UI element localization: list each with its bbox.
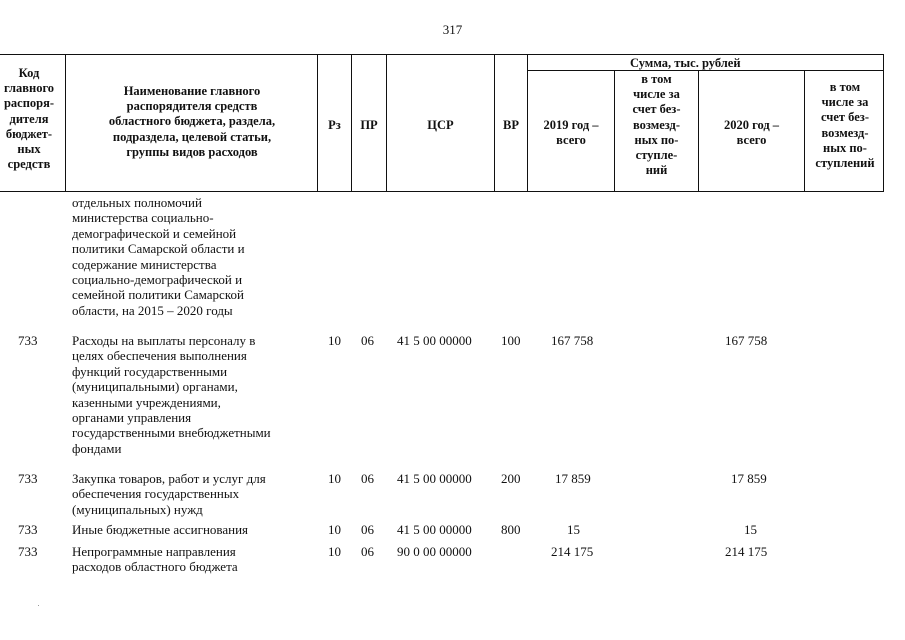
col-header-vr: ВР [503, 118, 519, 132]
row-rz: 10 [328, 544, 341, 559]
row-2019-total: 167 758 [551, 333, 594, 348]
page-number: 317 [442, 22, 463, 37]
col-header-pr: ПР [360, 118, 378, 132]
row-code: 733 [18, 522, 38, 537]
row-name: Иные бюджетные ассигнования [72, 522, 249, 537]
row-pr: 06 [361, 471, 374, 486]
col-header-csr: ЦСР [427, 118, 454, 132]
row-code: 733 [18, 333, 38, 348]
col-header-2019-incl: в том числе за счет без- возмезд- ных по- ступле- ний [632, 72, 681, 178]
col-header-sum: Сумма, тыс. рублей [630, 56, 741, 70]
row-rz: 10 [328, 333, 341, 348]
row-pr: 06 [361, 522, 374, 537]
row-csr: 90 0 00 00000 [397, 544, 472, 559]
row-vr: 800 [501, 522, 521, 537]
row-pr: 06 [361, 333, 374, 348]
row-2020-total: 15 [744, 522, 757, 537]
col-header-2020-total: 2020 год – всего [723, 118, 780, 148]
row-code: 733 [18, 544, 38, 559]
col-header-2019-total: 2019 год – всего [543, 118, 599, 148]
row-pr: 06 [361, 544, 374, 559]
row-name: Расходы на выплаты персоналу в целях обеспечения выполнения функций государственными (муниципальными) органами, казенными учреждениями, органами управления государственными внебюджетными фондами [72, 333, 271, 456]
row-2020-total: 17 859 [731, 471, 767, 486]
continuation-text: отдельных полномочий министерства социально- демографической и семейной политики Самарской области и содержание министерства социально-демографической и семейной политики Самарской области, на 2015 – 2020 годы [72, 195, 245, 318]
scan-speck [38, 605, 39, 606]
row-2019-total: 15 [567, 522, 580, 537]
row-rz: 10 [328, 471, 341, 486]
row-2019-total: 214 175 [551, 544, 594, 559]
row-name: Непрограммные направления расходов областного бюджета [72, 544, 238, 575]
col-header-rz: Рз [328, 118, 341, 132]
row-vr: 200 [501, 471, 521, 486]
row-csr: 41 5 00 00000 [397, 333, 472, 348]
row-2020-total: 214 175 [725, 544, 768, 559]
col-header-name: Наименование главного распорядителя средств областного бюджета, раздела, подраздела, целевой статьи, группы видов расходов [108, 84, 276, 159]
row-rz: 10 [328, 522, 341, 537]
row-code: 733 [18, 471, 38, 486]
col-header-2020-incl: в том числе за счет без- возмезд- ных по- ступлений [815, 80, 875, 171]
col-header-code: Код главного распоря- дителя бюджет- ных средств [3, 66, 55, 172]
row-2019-total: 17 859 [555, 471, 591, 486]
row-2020-total: 167 758 [725, 333, 768, 348]
row-name: Закупка товаров, работ и услуг для обеспечения государственных (муниципальных) нужд [72, 471, 266, 517]
row-csr: 41 5 00 00000 [397, 471, 472, 486]
row-csr: 41 5 00 00000 [397, 522, 472, 537]
row-vr: 100 [501, 333, 521, 348]
